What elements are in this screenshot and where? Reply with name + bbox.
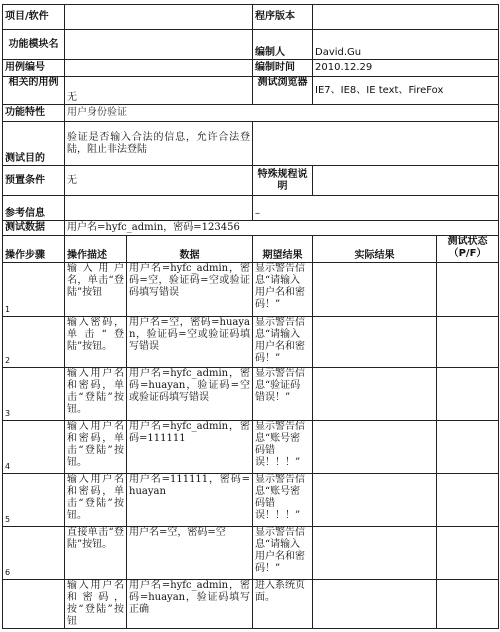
project-label: 项目/软件 bbox=[3, 5, 65, 30]
row-module bbox=[3, 30, 499, 60]
table-row bbox=[3, 421, 499, 474]
row-case-id bbox=[3, 60, 499, 77]
purpose-value[interactable]: 验证是否输入合法的信息，允许合法登陆，阻止非法登陆 bbox=[65, 122, 253, 166]
step-actual[interactable] bbox=[313, 421, 437, 474]
feature-label: 功能特性 bbox=[3, 105, 65, 122]
step-data[interactable]: 用户名=空，密码=空 bbox=[127, 527, 253, 580]
step-desc[interactable]: 输入密码，单击“登陆”按钮。 bbox=[65, 317, 127, 368]
step-actual[interactable] bbox=[313, 317, 437, 368]
test-case-sheet bbox=[2, 4, 499, 629]
step-actual[interactable] bbox=[313, 368, 437, 421]
step-data[interactable]: 用户名=hyfc_admin，密码=空，验证码=空或验证码填写错误 bbox=[127, 263, 253, 317]
row-related bbox=[3, 77, 499, 105]
table-row bbox=[3, 580, 499, 629]
reference-value[interactable] bbox=[65, 196, 253, 221]
step-actual[interactable] bbox=[313, 527, 437, 580]
step-data[interactable]: 用户名=hyfc_admin，密码=huayan，验证码填写正确 bbox=[127, 580, 253, 629]
step-status[interactable] bbox=[437, 368, 499, 421]
row-project bbox=[3, 5, 499, 30]
step-status[interactable] bbox=[437, 527, 499, 580]
col-header-expected: 期望结果 bbox=[253, 236, 313, 263]
step-status[interactable] bbox=[437, 580, 499, 629]
step-desc[interactable]: 输入用户名和密码，单击“登陆”按钮。 bbox=[65, 421, 127, 474]
step-expected[interactable]: 进入系统页面。 bbox=[253, 580, 313, 629]
step-number: 4 bbox=[3, 421, 65, 474]
step-actual[interactable] bbox=[313, 580, 437, 629]
case-id-value[interactable] bbox=[65, 60, 253, 77]
step-status[interactable] bbox=[437, 263, 499, 317]
step-expected[interactable]: 显示警告信息“请输入用户名和密码！” bbox=[253, 527, 313, 580]
table-row bbox=[3, 474, 499, 527]
step-data[interactable]: 用户名=空，密码=huayan，验证码=空或验证码填写错误 bbox=[127, 317, 253, 368]
step-actual[interactable] bbox=[313, 474, 437, 527]
precondition-label: 预置条件 bbox=[3, 166, 65, 196]
reference-right: – bbox=[253, 196, 499, 221]
reference-label: 参考信息 bbox=[3, 196, 65, 221]
step-desc[interactable]: 输入用户名和密码，单击“登陆”按钮。 bbox=[65, 368, 127, 421]
step-actual[interactable] bbox=[313, 263, 437, 317]
col-header-data: 数据 bbox=[127, 236, 253, 263]
step-number: 3 bbox=[3, 368, 65, 421]
row-reference bbox=[3, 196, 499, 221]
related-label: 相关的用例 bbox=[3, 77, 65, 105]
version-value[interactable] bbox=[313, 5, 499, 30]
step-number: 5 bbox=[3, 474, 65, 527]
step-expected[interactable]: 显示警告信息“账号密码错误！！！” bbox=[253, 421, 313, 474]
row-precondition bbox=[3, 166, 499, 196]
date-label: 编制时间 bbox=[253, 60, 313, 77]
step-expected[interactable]: 显示警告信息“请输入用户名和密码！” bbox=[253, 317, 313, 368]
testdata-label: 测试数据 bbox=[3, 221, 65, 236]
purpose-blank bbox=[253, 122, 499, 166]
step-expected[interactable]: 显示警告信息“验证码错误！” bbox=[253, 368, 313, 421]
step-status[interactable] bbox=[437, 421, 499, 474]
project-value[interactable] bbox=[65, 5, 253, 30]
browser-value[interactable]: IE7、IE8、IE text、FireFox bbox=[313, 77, 499, 105]
browser-label: 测试浏览器 bbox=[253, 77, 313, 105]
step-data[interactable]: 用户名=hyfc_admin，密码=111111 bbox=[127, 421, 253, 474]
step-number: 2 bbox=[3, 317, 65, 368]
purpose-label: 测试目的 bbox=[3, 122, 65, 166]
col-header-desc: 操作描述 bbox=[65, 236, 127, 263]
special-value[interactable] bbox=[313, 166, 499, 196]
step-data[interactable]: 用户名=hyfc_admin，密码=huayan，验证码=空或验证码填写错误 bbox=[127, 368, 253, 421]
table-row bbox=[3, 527, 499, 580]
step-desc[interactable]: 直接单击“登陆”按钮。 bbox=[65, 527, 127, 580]
table-row bbox=[3, 368, 499, 421]
step-expected[interactable]: 显示警告信息“账号密码错误！！！” bbox=[253, 474, 313, 527]
table-row bbox=[3, 317, 499, 368]
step-number: 6 bbox=[3, 527, 65, 580]
author-label: 编制人 bbox=[253, 30, 313, 60]
version-label: 程序版本 bbox=[253, 5, 313, 30]
row-purpose bbox=[3, 122, 499, 166]
special-label: 特殊规程说明 bbox=[253, 166, 313, 196]
step-number bbox=[3, 580, 65, 629]
step-desc[interactable]: 输入用户名和密码，单击“登陆”按钮。 bbox=[65, 474, 127, 527]
row-testdata bbox=[3, 221, 499, 236]
step-desc[interactable]: 输入用户名和密码，按“登陆”按钮 bbox=[65, 580, 127, 629]
col-header-step: 操作步骤 bbox=[3, 236, 65, 263]
module-label: 功能模块名 bbox=[3, 30, 65, 60]
col-header-status: 测试状态（P/F） bbox=[437, 236, 499, 263]
step-number: 1 bbox=[3, 263, 65, 317]
testdata-value[interactable]: 用户名=hyfc_admin，密码=123456 bbox=[65, 221, 499, 236]
related-value[interactable]: 无 bbox=[65, 77, 253, 105]
row-column-headers bbox=[3, 236, 499, 263]
step-expected[interactable]: 显示警告信息“请输入用户名和密码！” bbox=[253, 263, 313, 317]
feature-value[interactable]: 用户身份验证 bbox=[65, 105, 499, 122]
step-desc[interactable]: 输入用户名，单击“登陆”按钮 bbox=[65, 263, 127, 317]
case-id-label: 用例编号 bbox=[3, 60, 65, 77]
author-value[interactable]: David.Gu bbox=[313, 30, 499, 60]
module-value[interactable] bbox=[65, 30, 253, 60]
date-value[interactable]: 2010.12.29 bbox=[313, 60, 499, 77]
step-status[interactable] bbox=[437, 317, 499, 368]
precondition-value[interactable]: 无 bbox=[65, 166, 253, 196]
row-feature bbox=[3, 105, 499, 122]
step-data[interactable]: 用户名=111111，密码=huayan bbox=[127, 474, 253, 527]
table-row bbox=[3, 263, 499, 317]
col-header-actual: 实际结果 bbox=[313, 236, 437, 263]
step-status[interactable] bbox=[437, 474, 499, 527]
